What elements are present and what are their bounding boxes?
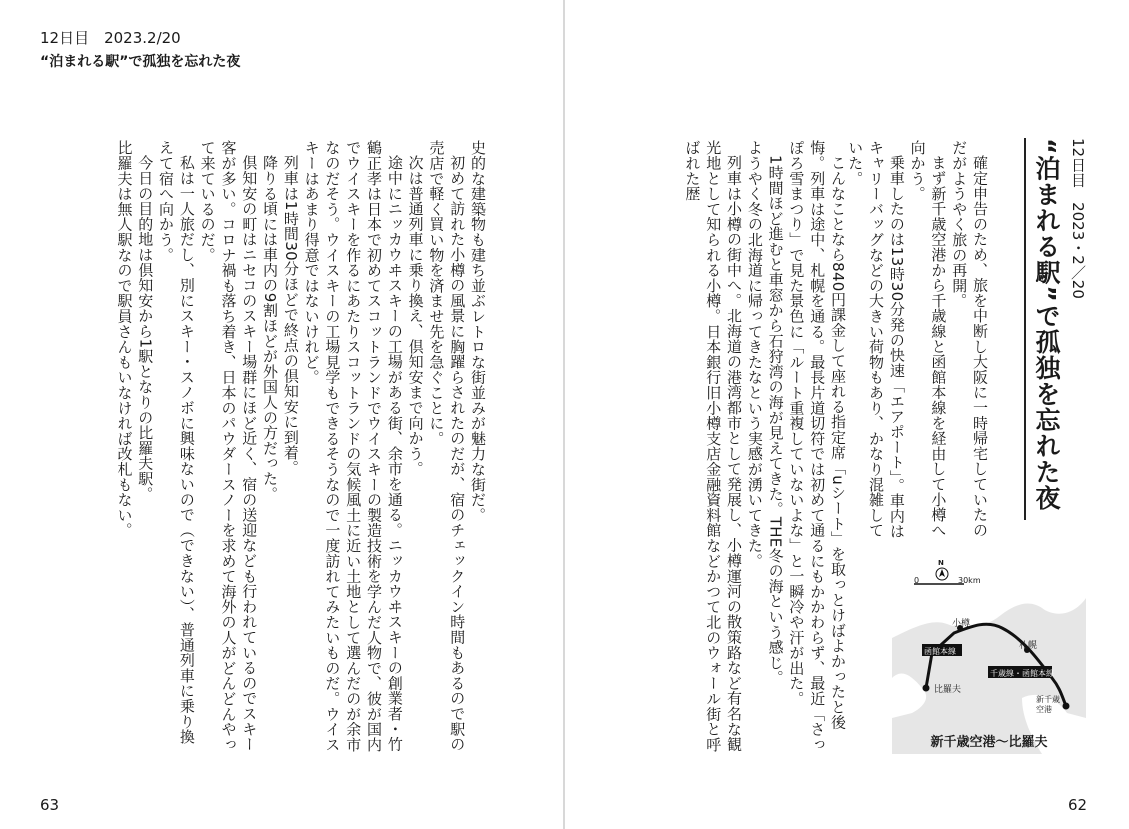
body-paragraph: こんなことなら840円課金して座れる指定席「uシート」を取っとけばよかったと後悔。列車は途中、札幌を通る。最長片道切符では初めて通るにもかかわらず、最近「さっぽろ雪まつり」で見た景色に「ルート重複していないよな」と一瞬冷や汗が出た。 xyxy=(787,140,847,752)
body-paragraph: 降りる頃には車内の9割ほどが外国人の方だった。 xyxy=(261,155,280,502)
map-label-hirafu: 比羅夫 xyxy=(934,685,962,695)
chapter-date: 12日目 2023・2／20 xyxy=(1069,138,1087,299)
body-paragraph: 1時間ほど進むと車窓から石狩湾の海が見えてきた。THE冬の海という感じ。 xyxy=(766,155,785,686)
body-paragraph: 倶知安の町はニセコのスキー場群にほど近く、宿の送迎なども行われているのでスキー客が多い。コロナ禍も落ち着き、日本のパウダースノーを求めて海外の人がどんどんやって来ているのだ。 xyxy=(198,140,259,752)
running-header xyxy=(40,28,240,72)
body-paragraph: 私は一人旅だし、別にスキー・スノボに興味ないので（できない）、普通列車に乗り換えて宿へ向かう。 xyxy=(157,140,196,745)
body-paragraph: 初めて訪れた小樽の風景に胸躍らされたのだが、宿のチェックイン時間もあるので駅の売店で軽く買い物を済ませ先を急ぐことに。 xyxy=(427,140,467,752)
map-caption: 新千歳空港〜比羅夫 xyxy=(930,735,1048,750)
running-header-day: 12日目 2023.2/20 xyxy=(40,29,181,47)
compass-label: N xyxy=(938,559,944,567)
right-body-lower xyxy=(668,140,848,752)
body-paragraph: 列車は1時間30分ほどで終点の倶知安に到着。 xyxy=(281,155,300,476)
body-paragraph: 今日の目的地は倶知安から1駅となりの比羅夫駅。 xyxy=(136,155,155,502)
left-body-text xyxy=(38,140,488,752)
map-label-otaru: 小樽 xyxy=(952,619,971,629)
body-paragraph: 次は普通列車に乗り換え、倶知安まで向かう。 xyxy=(406,155,425,477)
body-paragraph: 比羅夫は無人駅なので駅員さんもいなければ改札もない。 xyxy=(115,140,134,538)
scale-max-label: 30km xyxy=(958,576,981,585)
body-paragraph: ようやく冬の北海道に帰ってきたなという実感が湧いてきた。 xyxy=(745,140,764,569)
route-map xyxy=(892,558,1086,754)
station-marker-airport xyxy=(1063,703,1070,710)
body-paragraph: 列車は小樽の街中へ。北海道の港湾都市として発展し、小樽運河の散策路など有名な観光地として知られる小樽。日本銀行旧小樽支店金融資料館などかつて北のウォール街と呼ばれた歴 xyxy=(683,140,744,752)
map-label-sapporo: 札幌 xyxy=(1019,641,1038,651)
route-map-graphic xyxy=(892,558,1086,754)
body-paragraph: まず新千歳空港から千歳線と函館本線を経由して小樽へ向かう。 xyxy=(908,140,948,538)
chapter-heading: “泊まれる駅”で孤独を忘れた夜 xyxy=(1032,138,1061,511)
body-paragraph: 乗車したのは13時30分発の快速「エアポート」。車内はキャリーバッグなどの大きい荷物もあり、かなり混雑していた。 xyxy=(846,140,906,539)
map-label-chitose-line: 千歳線・函館本線 xyxy=(990,669,1054,678)
station-marker-hirafu xyxy=(923,685,930,692)
running-header-subtitle: “泊まれる駅”で孤独を忘れた夜 xyxy=(40,54,241,70)
scale-zero-label: 0 xyxy=(914,576,920,585)
body-paragraph: 史的な建築物も建ち並ぶレトロな街並みが魅力な街だ。 xyxy=(469,140,487,523)
map-label-airport: 新千歳 空港 xyxy=(1036,695,1060,714)
body-paragraph: 途中にニッカウヰスキーの工場がある街、余市を通る。ニッカウヰスキーの創業者・竹鶴正孝は日本で初めてスコットランドでウイスキーの製造技術を学んだ人物で、彼が国内でウイスキーを作るにあたりスコットランドの気候風土に近い土地として選んだのが余市なのだそう。ウイスキーの工場見学もできるそうなので一度訪れてみたいものだ。ウイスキーはあまり得意ではないけれど。 xyxy=(302,140,404,752)
map-label-hakodate-line: 函館本線 xyxy=(924,647,956,656)
chapter-title xyxy=(1030,138,1090,520)
page-number-left: 63 xyxy=(40,796,60,814)
page-number-right: 62 xyxy=(1068,796,1088,814)
body-paragraph: 確定申告のため、旅を中断し大阪に一時帰宅していたのだがようやく旅の再開。 xyxy=(950,140,989,538)
